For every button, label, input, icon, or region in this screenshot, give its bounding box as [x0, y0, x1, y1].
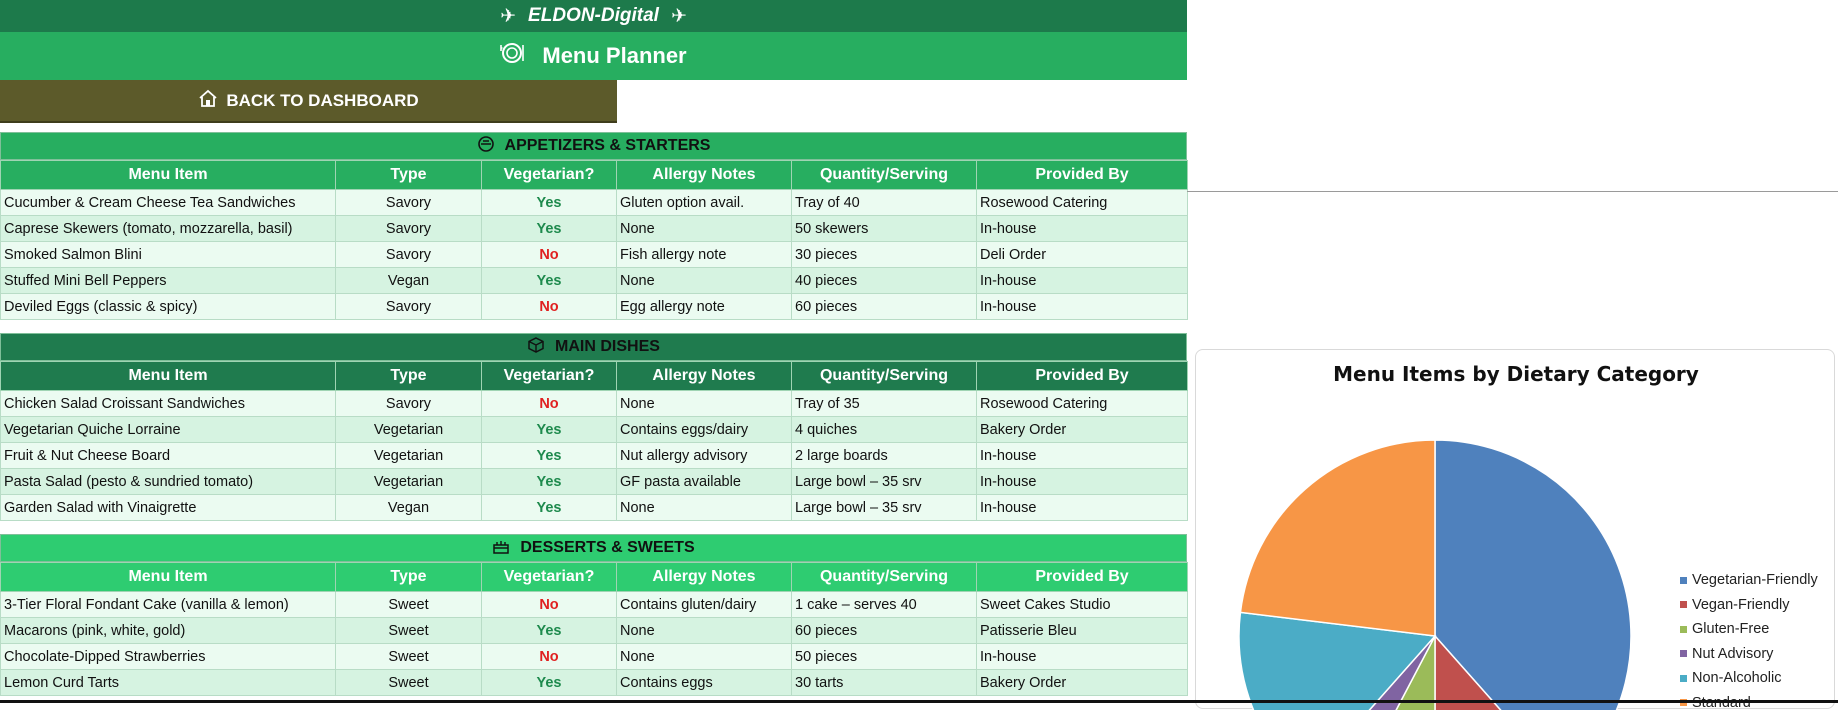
menu-table [0, 160, 1188, 320]
table-cell[interactable]: In-house [977, 268, 1188, 294]
column-header: Provided By [977, 563, 1188, 592]
table-cell[interactable]: Contains eggs/dairy [617, 417, 792, 443]
table-cell[interactable]: In-house [977, 216, 1188, 242]
section-title: MAIN DISHES [555, 338, 660, 356]
table-cell[interactable]: Deviled Eggs (classic & spicy) [1, 294, 336, 320]
table-cell[interactable]: 30 pieces [792, 242, 977, 268]
airplane-icon: ✈ [671, 5, 687, 28]
legend-item [1680, 593, 1818, 618]
table-row [1, 670, 1188, 696]
bowl-icon [477, 136, 495, 157]
sheet-gridline [1187, 191, 1838, 192]
legend-swatch [1680, 650, 1687, 657]
section-header [0, 333, 1187, 361]
table-cell[interactable]: Vegetarian [336, 443, 482, 469]
table-row [1, 443, 1188, 469]
table-row [1, 618, 1188, 644]
table-cell[interactable]: Contains eggs [617, 670, 792, 696]
dietary-chart [1195, 349, 1835, 709]
table-cell[interactable]: GF pasta available [617, 469, 792, 495]
table-cell[interactable]: None [617, 644, 792, 670]
table-cell[interactable]: None [617, 391, 792, 417]
legend-item [1680, 568, 1818, 593]
table-cell[interactable]: No [482, 391, 617, 417]
table-cell[interactable]: Smoked Salmon Blini [1, 242, 336, 268]
column-header-row [1, 362, 1188, 391]
table-cell[interactable]: Sweet [336, 670, 482, 696]
table-cell[interactable]: 2 large boards [792, 443, 977, 469]
column-header: Vegetarian? [482, 161, 617, 190]
column-header: Type [336, 563, 482, 592]
column-header: Type [336, 161, 482, 190]
column-header: Allergy Notes [617, 563, 792, 592]
table-cell[interactable]: Bakery Order [977, 417, 1188, 443]
column-header: Vegetarian? [482, 563, 617, 592]
column-header-row [1, 563, 1188, 592]
table-row [1, 242, 1188, 268]
table-row [1, 294, 1188, 320]
page-title: Menu Planner [542, 43, 686, 69]
table-cell[interactable]: Lemon Curd Tarts [1, 670, 336, 696]
menu-section [0, 534, 1187, 696]
legend-item [1680, 617, 1818, 642]
section-title: APPETIZERS & STARTERS [505, 137, 711, 155]
table-cell[interactable]: None [617, 268, 792, 294]
legend-item [1680, 642, 1818, 667]
table-cell[interactable]: Yes [482, 190, 617, 216]
table-cell[interactable]: Deli Order [977, 242, 1188, 268]
table-row [1, 391, 1188, 417]
table-cell[interactable]: Gluten option avail. [617, 190, 792, 216]
table-cell[interactable]: Savory [336, 294, 482, 320]
table-cell[interactable]: Rosewood Catering [977, 391, 1188, 417]
table-cell[interactable]: Vegan [336, 268, 482, 294]
table-row [1, 592, 1188, 618]
table-cell[interactable]: Yes [482, 417, 617, 443]
table-cell[interactable]: Sweet [336, 618, 482, 644]
legend-swatch [1680, 675, 1687, 682]
column-header: Allergy Notes [617, 362, 792, 391]
table-cell[interactable]: Garden Salad with Vinaigrette [1, 495, 336, 521]
table-cell[interactable]: Yes [482, 216, 617, 242]
table-cell[interactable]: Nut allergy advisory [617, 443, 792, 469]
table-cell[interactable]: Fruit & Nut Cheese Board [1, 443, 336, 469]
legend-label: Gluten-Free [1692, 621, 1769, 637]
table-cell[interactable]: 4 quiches [792, 417, 977, 443]
column-header: Quantity/Serving [792, 362, 977, 391]
table-cell[interactable]: 60 pieces [792, 618, 977, 644]
table-cell[interactable]: No [482, 294, 617, 320]
legend-swatch [1680, 601, 1687, 608]
table-row [1, 190, 1188, 216]
legend-label: Non-Alcoholic [1692, 670, 1781, 686]
column-header: Vegetarian? [482, 362, 617, 391]
menu-section [0, 132, 1187, 320]
table-cell[interactable]: Vegetarian [336, 417, 482, 443]
table-cell[interactable]: Fish allergy note [617, 242, 792, 268]
section-title: DESSERTS & SWEETS [520, 539, 694, 557]
chart-legend [1680, 568, 1818, 715]
column-header: Allergy Notes [617, 161, 792, 190]
table-cell[interactable]: Tray of 40 [792, 190, 977, 216]
table-cell[interactable]: Yes [482, 443, 617, 469]
table-cell[interactable]: Savory [336, 391, 482, 417]
table-cell[interactable]: Stuffed Mini Bell Peppers [1, 268, 336, 294]
table-cell[interactable]: In-house [977, 469, 1188, 495]
table-cell[interactable]: In-house [977, 644, 1188, 670]
column-header: Menu Item [1, 362, 336, 391]
table-cell[interactable]: Vegan [336, 495, 482, 521]
table-cell[interactable]: No [482, 644, 617, 670]
table-cell[interactable]: In-house [977, 495, 1188, 521]
back-button-label: BACK TO DASHBOARD [226, 91, 418, 111]
table-cell[interactable]: 60 pieces [792, 294, 977, 320]
table-cell[interactable]: Yes [482, 670, 617, 696]
table-cell[interactable]: Yes [482, 268, 617, 294]
table-cell[interactable]: None [617, 216, 792, 242]
table-row [1, 216, 1188, 242]
column-header-row [1, 161, 1188, 190]
table-cell[interactable]: Bakery Order [977, 670, 1188, 696]
page-title-banner [0, 32, 1187, 80]
table-cell[interactable]: Chicken Salad Croissant Sandwiches [1, 391, 336, 417]
legend-item [1680, 666, 1818, 691]
table-cell[interactable]: Savory [336, 190, 482, 216]
table-cell[interactable]: Savory [336, 242, 482, 268]
table-cell[interactable]: Yes [482, 469, 617, 495]
legend-swatch [1680, 626, 1687, 633]
table-row [1, 469, 1188, 495]
legend-label: Vegetarian-Friendly [1692, 572, 1818, 588]
table-cell[interactable]: Macarons (pink, white, gold) [1, 618, 336, 644]
airplane-icon: ✈ [500, 5, 516, 28]
table-cell[interactable]: Yes [482, 495, 617, 521]
column-header: Quantity/Serving [792, 563, 977, 592]
column-header: Menu Item [1, 161, 336, 190]
table-cell[interactable]: 40 pieces [792, 268, 977, 294]
column-header: Type [336, 362, 482, 391]
section-header [0, 132, 1187, 160]
table-cell[interactable]: In-house [977, 443, 1188, 469]
column-header: Menu Item [1, 563, 336, 592]
plate-icon [500, 42, 524, 70]
table-cell[interactable]: None [617, 495, 792, 521]
menu-section [0, 333, 1187, 521]
section-header [0, 534, 1187, 562]
box-icon [527, 337, 545, 358]
table-cell[interactable]: Patisserie Bleu [977, 618, 1188, 644]
brand-name: ELDON-Digital [528, 5, 659, 27]
table-cell[interactable]: 50 pieces [792, 644, 977, 670]
table-cell[interactable]: Savory [336, 216, 482, 242]
legend-label: Vegan-Friendly [1692, 597, 1790, 613]
table-cell[interactable]: Caprese Skewers (tomato, mozzarella, basil) [1, 216, 336, 242]
column-header: Provided By [977, 161, 1188, 190]
menu-table [0, 562, 1188, 696]
table-cell[interactable]: Yes [482, 618, 617, 644]
table-cell[interactable]: No [482, 592, 617, 618]
pie-slice-standard [1240, 440, 1435, 636]
table-cell[interactable]: Sweet [336, 592, 482, 618]
table-cell[interactable]: Sweet Cakes Studio [977, 592, 1188, 618]
table-row [1, 644, 1188, 670]
table-cell[interactable]: Cucumber & Cream Cheese Tea Sandwiches [1, 190, 336, 216]
table-cell[interactable]: 50 skewers [792, 216, 977, 242]
chart-title: Menu Items by Dietary Category [1196, 362, 1836, 386]
table-cell[interactable]: Pasta Salad (pesto & sundried tomato) [1, 469, 336, 495]
table-cell[interactable]: Large bowl – 35 srv [792, 495, 977, 521]
legend-swatch [1680, 577, 1687, 584]
legend-label: Nut Advisory [1692, 646, 1773, 662]
table-cell[interactable]: Rosewood Catering [977, 190, 1188, 216]
cake-icon [492, 538, 510, 559]
table-cell[interactable]: Vegetarian [336, 469, 482, 495]
table-cell[interactable]: Vegetarian Quiche Lorraine [1, 417, 336, 443]
table-cell[interactable]: Sweet [336, 644, 482, 670]
table-cell[interactable]: 3-Tier Floral Fondant Cake (vanilla & lemon) [1, 592, 336, 618]
menu-table [0, 361, 1188, 521]
table-cell[interactable]: In-house [977, 294, 1188, 320]
table-cell[interactable]: None [617, 618, 792, 644]
brand-banner [0, 0, 1187, 32]
column-header: Quantity/Serving [792, 161, 977, 190]
back-to-dashboard-button[interactable] [0, 80, 617, 123]
table-row [1, 268, 1188, 294]
table-cell[interactable]: 1 cake – serves 40 [792, 592, 977, 618]
table-cell[interactable]: 30 tarts [792, 670, 977, 696]
table-cell[interactable]: Egg allergy note [617, 294, 792, 320]
table-cell[interactable]: No [482, 242, 617, 268]
table-cell[interactable]: Chocolate-Dipped Strawberries [1, 644, 336, 670]
table-cell[interactable]: Large bowl – 35 srv [792, 469, 977, 495]
table-row [1, 495, 1188, 521]
table-cell[interactable]: Tray of 35 [792, 391, 977, 417]
table-cell[interactable]: Contains gluten/dairy [617, 592, 792, 618]
table-row [1, 417, 1188, 443]
house-icon [198, 89, 218, 112]
column-header: Provided By [977, 362, 1188, 391]
